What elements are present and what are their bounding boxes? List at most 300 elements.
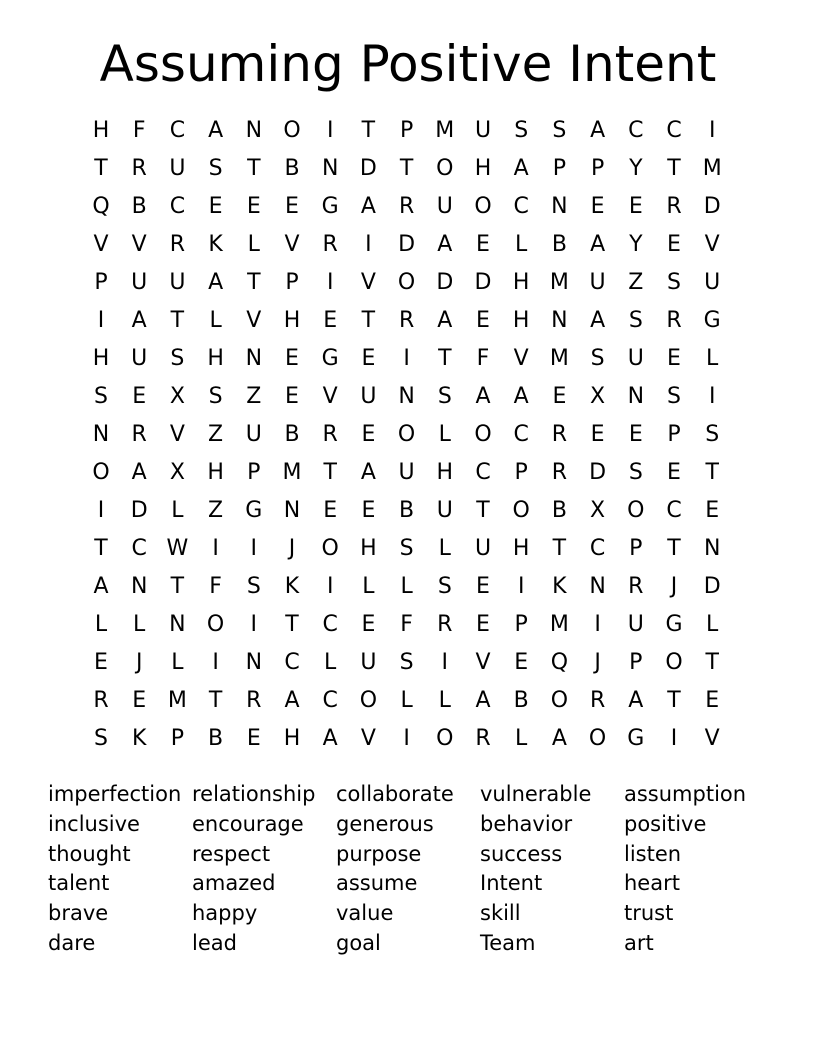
grid-letter[interactable]: C	[666, 118, 682, 143]
grid-letter[interactable]: S	[399, 650, 414, 675]
grid-letter[interactable]: A	[360, 194, 376, 219]
grid-letter[interactable]: M	[549, 270, 569, 295]
grid-letter[interactable]: A	[437, 232, 453, 257]
grid-letter[interactable]: J	[135, 650, 143, 675]
word-list-item: behavior	[480, 811, 573, 836]
grid-letter[interactable]: I	[212, 536, 219, 561]
grid-letter[interactable]: A	[360, 460, 376, 485]
grid-letter[interactable]: C	[169, 194, 186, 219]
grid-letter[interactable]: P	[170, 726, 185, 751]
grid-letter[interactable]: H	[512, 308, 530, 333]
grid-letter[interactable]: G	[321, 346, 339, 371]
grid-letter[interactable]: V	[475, 650, 491, 675]
grid-letter[interactable]: H	[207, 460, 224, 485]
grid-letter[interactable]: R	[322, 422, 338, 447]
grid-letter[interactable]: D	[398, 232, 416, 257]
grid-letter[interactable]: L	[400, 688, 413, 713]
grid-letter[interactable]: N	[551, 308, 568, 333]
grid-letter[interactable]: D	[703, 574, 721, 599]
grid-letter[interactable]: U	[245, 422, 262, 447]
grid-letter[interactable]: P	[247, 460, 261, 485]
grid-letter[interactable]: A	[131, 308, 147, 333]
grid-letter[interactable]: N	[398, 384, 415, 409]
grid-letter[interactable]: G	[703, 308, 721, 333]
grid-letter[interactable]: E	[208, 194, 223, 219]
grid-letter[interactable]: I	[250, 536, 258, 561]
grid-letter[interactable]: W	[166, 536, 189, 561]
grid-letter[interactable]: E	[590, 422, 605, 447]
grid-letter[interactable]: R	[131, 156, 147, 181]
grid-letter[interactable]: R	[589, 688, 606, 713]
grid-letter[interactable]: T	[208, 688, 223, 713]
grid-letter[interactable]: U	[704, 270, 721, 295]
grid-letter[interactable]: D	[359, 156, 377, 181]
grid-letter[interactable]: Z	[208, 422, 224, 447]
grid-letter[interactable]: H	[207, 346, 224, 371]
grid-letter[interactable]: A	[590, 232, 606, 257]
word-list-item: heart	[624, 871, 680, 896]
grid-letter[interactable]: S	[208, 156, 223, 181]
grid-letter[interactable]: U	[169, 156, 186, 181]
grid-letter[interactable]: O	[359, 688, 378, 713]
grid-letter[interactable]: V	[246, 308, 262, 333]
grid-letter[interactable]: H	[512, 536, 530, 561]
grid-letter[interactable]: A	[475, 384, 491, 409]
grid-letter[interactable]: R	[475, 726, 491, 751]
grid-letter[interactable]: C	[513, 194, 529, 219]
grid-letter[interactable]: V	[360, 270, 376, 295]
grid-letter[interactable]: O	[436, 726, 454, 751]
grid-letter[interactable]: H	[283, 726, 301, 751]
grid-letter[interactable]: N	[321, 156, 339, 181]
grid-letter[interactable]: G	[627, 726, 645, 751]
grid-letter[interactable]: A	[437, 308, 453, 333]
grid-letter[interactable]: E	[132, 688, 147, 713]
grid-letter[interactable]: S	[628, 460, 643, 485]
grid-letter[interactable]: E	[323, 498, 338, 523]
grid-letter[interactable]: R	[93, 688, 109, 713]
grid-letter[interactable]: L	[515, 726, 528, 751]
grid-letter[interactable]: U	[169, 270, 186, 295]
grid-letter[interactable]: X	[590, 384, 606, 409]
grid-letter[interactable]: T	[667, 688, 681, 713]
grid-letter[interactable]: B	[513, 688, 529, 713]
grid-letter[interactable]: S	[667, 384, 681, 409]
grid-letter[interactable]: I	[708, 384, 716, 409]
grid-letter[interactable]: P	[514, 612, 528, 637]
grid-letter[interactable]: U	[589, 270, 606, 295]
grid-letter[interactable]: E	[246, 194, 261, 219]
grid-letter[interactable]: H	[360, 536, 377, 561]
grid-letter[interactable]: S	[399, 536, 414, 561]
grid-letter[interactable]: S	[628, 308, 643, 333]
grid-letter[interactable]: I	[708, 118, 716, 143]
grid-letter[interactable]: T	[323, 460, 337, 485]
grid-letter[interactable]: R	[437, 612, 453, 637]
grid-letter[interactable]: C	[131, 536, 147, 561]
grid-letter[interactable]: L	[362, 574, 375, 599]
grid-letter[interactable]: D	[130, 498, 148, 523]
grid-letter[interactable]: O	[397, 270, 416, 295]
grid-letter[interactable]: A	[208, 118, 224, 143]
grid-letter[interactable]: C	[589, 536, 606, 561]
grid-letter[interactable]: H	[436, 460, 454, 485]
grid-letter[interactable]: V	[131, 232, 147, 257]
grid-letter[interactable]: V	[284, 232, 300, 257]
grid-letter[interactable]: A	[322, 726, 338, 751]
grid-letter[interactable]: D	[474, 270, 492, 295]
grid-letter[interactable]: B	[131, 194, 147, 219]
grid-letter[interactable]: C	[284, 650, 300, 675]
grid-letter[interactable]: N	[245, 118, 263, 143]
grid-letter[interactable]: D	[436, 270, 454, 295]
grid-letter[interactable]: T	[361, 118, 376, 143]
grid-letter[interactable]: A	[513, 384, 529, 409]
grid-letter[interactable]: O	[550, 688, 569, 713]
grid-letter[interactable]: E	[285, 384, 299, 409]
grid-letter[interactable]: C	[322, 612, 338, 637]
grid-letter[interactable]: T	[705, 650, 719, 675]
grid-letter[interactable]: S	[552, 118, 567, 143]
grid-letter[interactable]: T	[361, 308, 376, 333]
grid-letter[interactable]: C	[513, 422, 529, 447]
grid-letter[interactable]: I	[670, 726, 678, 751]
grid-letter[interactable]: L	[133, 612, 146, 637]
grid-letter[interactable]: D	[703, 194, 721, 219]
grid-letter[interactable]: A	[475, 688, 491, 713]
word-list-item: skill	[480, 901, 521, 926]
word-list-item: listen	[624, 841, 682, 866]
grid-letter[interactable]: Y	[629, 156, 643, 181]
grid-letter[interactable]: F	[209, 574, 222, 599]
grid-letter[interactable]: N	[703, 536, 721, 561]
grid-letter[interactable]: A	[590, 308, 606, 333]
grid-letter[interactable]: Q	[550, 650, 569, 675]
grid-letter[interactable]: H	[92, 346, 110, 371]
grid-letter[interactable]: R	[666, 194, 682, 219]
grid-letter[interactable]: I	[326, 118, 334, 143]
grid-letter[interactable]: G	[665, 612, 683, 637]
grid-letter[interactable]: E	[628, 422, 643, 447]
grid-letter[interactable]: T	[552, 536, 567, 561]
grid-letter[interactable]: E	[94, 650, 108, 675]
grid-letter[interactable]: Z	[246, 384, 262, 409]
grid-letter[interactable]: H	[474, 156, 492, 181]
grid-letter[interactable]: E	[705, 688, 720, 713]
grid-letter[interactable]: U	[131, 270, 148, 295]
grid-letter[interactable]: S	[246, 574, 261, 599]
grid-letter[interactable]: V	[513, 346, 529, 371]
grid-letter[interactable]: X	[169, 460, 185, 485]
grid-letter[interactable]: I	[212, 650, 219, 675]
grid-letter[interactable]: N	[92, 422, 110, 447]
page-title: Assuming Positive Intent	[99, 35, 717, 93]
grid-letter[interactable]: R	[551, 422, 568, 447]
grid-letter[interactable]: T	[667, 536, 681, 561]
grid-letter[interactable]: R	[322, 232, 338, 257]
grid-letter[interactable]: B	[208, 726, 224, 751]
word-list-item: art	[624, 931, 654, 955]
grid-letter[interactable]: K	[131, 726, 147, 751]
grid-letter[interactable]: K	[552, 574, 567, 599]
grid-letter[interactable]: I	[441, 650, 449, 675]
grid-letter[interactable]: K	[208, 232, 223, 257]
grid-letter[interactable]: O	[474, 422, 492, 447]
grid-letter[interactable]: I	[97, 498, 105, 523]
grid-letter[interactable]: P	[514, 460, 528, 485]
grid-letter[interactable]: E	[285, 194, 299, 219]
grid-letter[interactable]: O	[474, 194, 492, 219]
grid-letter[interactable]: E	[285, 346, 299, 371]
grid-letter[interactable]: M	[549, 346, 569, 371]
grid-letter[interactable]: U	[398, 460, 415, 485]
grid-letter[interactable]: E	[705, 498, 720, 523]
grid-letter[interactable]: O	[436, 156, 454, 181]
grid-letter[interactable]: O	[283, 118, 301, 143]
grid-letter[interactable]: U	[360, 384, 377, 409]
grid-letter[interactable]: T	[438, 346, 452, 371]
grid-letter[interactable]: L	[438, 536, 451, 561]
grid-letter[interactable]: L	[706, 346, 719, 371]
grid-letter[interactable]: I	[403, 726, 410, 751]
grid-letter[interactable]: Z	[208, 498, 224, 523]
grid-letter[interactable]: E	[514, 650, 529, 675]
grid-letter[interactable]: M	[167, 688, 187, 713]
grid-letter[interactable]: O	[397, 422, 416, 447]
grid-letter[interactable]: O	[588, 726, 607, 751]
grid-letter[interactable]: R	[666, 308, 682, 333]
grid-letter[interactable]: T	[285, 612, 299, 637]
grid-letter[interactable]: R	[169, 232, 186, 257]
grid-letter[interactable]: N	[589, 574, 606, 599]
grid-letter[interactable]: O	[206, 612, 225, 637]
grid-letter[interactable]: R	[246, 688, 262, 713]
grid-letter[interactable]: N	[245, 346, 263, 371]
grid-letter[interactable]: N	[627, 384, 645, 409]
grid-letter[interactable]: T	[705, 460, 719, 485]
grid-letter[interactable]: E	[476, 612, 490, 637]
grid-letter[interactable]: N	[245, 650, 263, 675]
grid-letter[interactable]: R	[551, 460, 568, 485]
word-list-item: goal	[336, 931, 381, 955]
grid-letter[interactable]: L	[209, 308, 222, 333]
grid-letter[interactable]: L	[515, 232, 528, 257]
grid-letter[interactable]: G	[321, 194, 339, 219]
grid-letter[interactable]: A	[590, 118, 606, 143]
grid-letter[interactable]: P	[590, 156, 605, 181]
grid-letter[interactable]: S	[94, 726, 108, 751]
grid-letter[interactable]: O	[665, 650, 683, 675]
grid-letter[interactable]: S	[590, 346, 605, 371]
grid-letter[interactable]: T	[247, 270, 261, 295]
word-list	[48, 779, 788, 959]
grid-letter[interactable]: S	[514, 118, 529, 143]
grid-letter[interactable]: E	[667, 346, 681, 371]
grid-letter[interactable]: A	[628, 688, 644, 713]
grid-letter[interactable]: G	[245, 498, 263, 523]
grid-letter[interactable]: E	[361, 346, 376, 371]
grid-letter[interactable]: O	[512, 498, 530, 523]
grid-letter[interactable]: L	[324, 650, 337, 675]
grid-letter[interactable]: U	[474, 118, 492, 143]
grid-letter[interactable]: Y	[629, 232, 643, 257]
grid-letter[interactable]: S	[208, 384, 223, 409]
grid-letter[interactable]: P	[94, 270, 108, 295]
grid-letter[interactable]: H	[92, 118, 110, 143]
grid-letter[interactable]: L	[438, 422, 451, 447]
grid-letter[interactable]: P	[285, 270, 299, 295]
grid-letter[interactable]: E	[132, 384, 147, 409]
grid-letter[interactable]: E	[246, 726, 261, 751]
grid-letter[interactable]: L	[94, 612, 108, 637]
grid-letter[interactable]: S	[94, 384, 108, 409]
grid-letter[interactable]: L	[438, 688, 451, 713]
grid-letter[interactable]: C	[169, 118, 186, 143]
grid-letter[interactable]: X	[169, 384, 185, 409]
grid-letter[interactable]: E	[667, 232, 681, 257]
grid-letter[interactable]: L	[247, 232, 260, 257]
grid-letter[interactable]: I	[365, 232, 372, 257]
grid-letter[interactable]: A	[93, 574, 109, 599]
grid-letter[interactable]: I	[326, 270, 334, 295]
grid-letter[interactable]: F	[400, 612, 413, 637]
grid-letter[interactable]: U	[627, 346, 644, 371]
grid-letter[interactable]: T	[399, 156, 414, 181]
grid-letter[interactable]: T	[667, 156, 681, 181]
grid-letter[interactable]: V	[360, 726, 376, 751]
grid-letter[interactable]: J	[594, 650, 601, 675]
grid-letter[interactable]: S	[437, 574, 452, 599]
grid-letter[interactable]: S	[170, 346, 185, 371]
grid-letter[interactable]: O	[627, 498, 645, 523]
grid-letter[interactable]: T	[94, 156, 108, 181]
grid-letter[interactable]: E	[476, 232, 490, 257]
grid-letter[interactable]: N	[130, 574, 148, 599]
grid-letter[interactable]: N	[551, 194, 568, 219]
grid-letter[interactable]: S	[437, 384, 452, 409]
grid-letter[interactable]: I	[326, 574, 334, 599]
grid-letter[interactable]: Z	[628, 270, 644, 295]
grid-letter[interactable]: B	[399, 498, 415, 523]
grid-letter[interactable]: E	[552, 384, 567, 409]
grid-letter[interactable]: E	[590, 194, 605, 219]
grid-letter[interactable]: V	[704, 726, 720, 751]
grid-letter[interactable]: B	[551, 498, 567, 523]
grid-letter[interactable]: E	[628, 194, 643, 219]
grid-letter[interactable]: J	[288, 536, 296, 561]
grid-letter[interactable]: P	[399, 118, 414, 143]
grid-letter[interactable]: E	[323, 308, 338, 333]
grid-letter[interactable]: U	[436, 498, 453, 523]
grid-letter[interactable]: C	[475, 460, 491, 485]
grid-letter[interactable]: I	[403, 346, 410, 371]
grid-letter[interactable]: R	[398, 194, 415, 219]
grid-letter[interactable]: I	[250, 612, 258, 637]
grid-letter[interactable]: B	[284, 422, 300, 447]
word-list-item: happy	[192, 901, 258, 926]
grid-letter[interactable]: R	[131, 422, 147, 447]
grid-letter[interactable]: A	[284, 688, 300, 713]
grid-letter[interactable]: O	[321, 536, 339, 561]
grid-letter[interactable]: A	[551, 726, 567, 751]
grid-letter[interactable]: V	[93, 232, 109, 257]
grid-letter[interactable]: E	[361, 422, 376, 447]
grid-letter[interactable]: N	[169, 612, 186, 637]
grid-letter[interactable]: D	[589, 460, 607, 485]
grid-letter[interactable]: T	[476, 498, 490, 523]
grid-letter[interactable]: B	[551, 232, 567, 257]
grid-letter[interactable]: A	[208, 270, 224, 295]
grid-letter[interactable]: P	[629, 536, 643, 561]
grid-letter[interactable]: U	[436, 194, 453, 219]
grid-letter[interactable]: P	[629, 650, 643, 675]
word-list-item: trust	[624, 901, 674, 926]
grid-letter[interactable]: Q	[92, 194, 110, 219]
grid-letter[interactable]: U	[474, 536, 492, 561]
grid-letter[interactable]: R	[398, 308, 415, 333]
grid-letter[interactable]: T	[170, 574, 185, 599]
grid-letter[interactable]: I	[517, 574, 525, 599]
grid-letter[interactable]: T	[94, 536, 108, 561]
grid-letter[interactable]: O	[92, 460, 110, 485]
grid-letter[interactable]: E	[476, 308, 490, 333]
grid-letter[interactable]: X	[590, 498, 606, 523]
word-list-item: encourage	[192, 811, 304, 836]
grid-letter[interactable]: H	[283, 308, 301, 333]
grid-letter[interactable]: M	[435, 118, 455, 143]
grid-letter[interactable]: V	[322, 384, 338, 409]
grid-letter[interactable]: L	[706, 612, 719, 637]
grid-letter[interactable]: N	[283, 498, 301, 523]
grid-letter[interactable]: M	[282, 460, 302, 485]
grid-letter[interactable]: L	[400, 574, 413, 599]
grid-letter[interactable]: P	[667, 422, 681, 447]
grid-letter[interactable]: E	[361, 612, 376, 637]
grid-letter[interactable]: B	[284, 156, 300, 181]
grid-letter[interactable]: P	[552, 156, 567, 181]
grid-letter[interactable]: E	[361, 498, 376, 523]
grid-letter[interactable]: A	[513, 156, 529, 181]
grid-letter[interactable]: L	[171, 498, 184, 523]
grid-letter[interactable]: F	[132, 118, 146, 143]
grid-letter[interactable]: L	[171, 650, 184, 675]
grid-letter[interactable]: F	[476, 346, 490, 371]
grid-letter[interactable]: C	[628, 118, 644, 143]
grid-letter[interactable]: C	[322, 688, 338, 713]
grid-letter[interactable]: S	[705, 422, 720, 447]
grid-letter[interactable]: I	[97, 308, 105, 333]
grid-letter[interactable]: H	[512, 270, 530, 295]
grid-letter[interactable]: M	[549, 612, 569, 637]
grid-letter[interactable]: U	[131, 346, 148, 371]
grid-letter[interactable]: M	[702, 156, 722, 181]
grid-letter[interactable]: U	[627, 612, 644, 637]
grid-letter[interactable]: S	[667, 270, 681, 295]
grid-letter[interactable]: J	[670, 574, 678, 599]
grid-letter[interactable]: V	[704, 232, 720, 257]
grid-letter[interactable]: T	[170, 308, 185, 333]
grid-letter[interactable]: U	[360, 650, 377, 675]
grid-letter[interactable]: A	[131, 460, 147, 485]
grid-letter[interactable]: I	[594, 612, 601, 637]
grid-letter[interactable]: E	[476, 574, 490, 599]
grid-letter[interactable]: T	[247, 156, 261, 181]
grid-letter[interactable]: R	[628, 574, 644, 599]
grid-letter[interactable]: K	[284, 574, 300, 599]
grid-letter[interactable]: C	[666, 498, 682, 523]
grid-letter[interactable]: V	[169, 422, 185, 447]
grid-letter[interactable]: E	[667, 460, 681, 485]
